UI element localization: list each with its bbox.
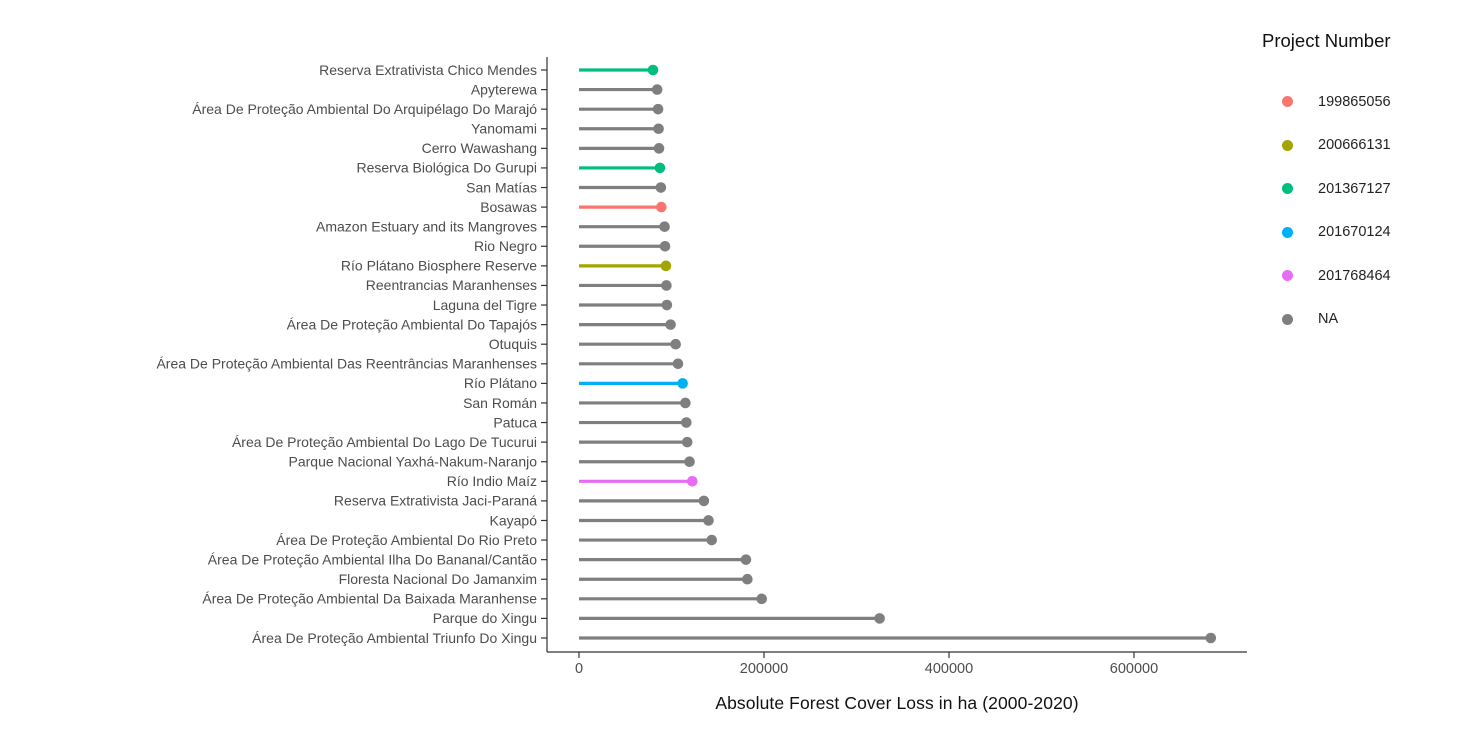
category-label: Área De Proteção Ambiental Do Arquipélago Do Marajó (192, 100, 537, 117)
lollipop-dot (673, 358, 684, 369)
legend-swatch-icon (1282, 183, 1293, 194)
lollipop-dot (874, 613, 885, 624)
lollipop-dot (655, 163, 666, 174)
legend-swatch-icon (1282, 270, 1293, 281)
legend-item (1282, 298, 1391, 342)
lollipop-dot (656, 182, 667, 193)
category-label: Área De Proteção Ambiental Triunfo Do Xingu (252, 629, 537, 646)
category-label: Área De Proteção Ambiental Do Rio Preto (276, 531, 537, 548)
lollipop-dot (656, 202, 667, 213)
legend-item (1282, 124, 1391, 168)
lollipop-dot (660, 241, 671, 252)
category-label: Reserva Extrativista Jaci-Paraná (333, 492, 537, 509)
legend-item (1282, 167, 1391, 211)
lollipop-dot (648, 65, 659, 76)
lollipop-dot (652, 84, 663, 95)
category-label: Floresta Nacional Do Jamanxim (338, 571, 537, 588)
lollipop-dot (703, 515, 714, 526)
lollipop-dot (661, 280, 672, 291)
legend-label: 201367127 (1318, 180, 1391, 197)
lollipop-dot (687, 476, 698, 487)
lollipop-dot (677, 378, 688, 389)
category-label: Área De Proteção Ambiental Ilha Do Bananal/Cantão (207, 551, 537, 568)
x-tick-label: 200000 (739, 661, 789, 677)
legend-item (1282, 254, 1391, 298)
lollipop-dot (653, 104, 664, 115)
category-label: Río Plátano (463, 375, 537, 392)
lollipop-dot (756, 594, 767, 605)
legend-item (1282, 80, 1391, 124)
category-label: Kayapó (489, 512, 537, 529)
legend-label: 201768464 (1318, 267, 1391, 284)
category-label: Río Plátano Biosphere Reserve (340, 257, 537, 274)
x-tick-label: 600000 (1109, 661, 1159, 677)
category-label: Cerro Wawashang (421, 140, 537, 157)
legend-swatch-icon (1282, 140, 1293, 151)
category-label: Área De Proteção Ambiental Das Reentrâncias Maranhenses (156, 355, 537, 372)
category-label: Área De Proteção Ambiental Do Lago De Tucurui (231, 433, 537, 450)
category-label: Bosawas (480, 198, 537, 215)
legend-swatch-icon (1282, 227, 1293, 238)
lollipop-dot (1205, 633, 1216, 644)
category-label: Reserva Extrativista Chico Mendes (319, 61, 537, 78)
category-label: Patuca (493, 414, 537, 431)
legend-swatch-icon (1282, 96, 1293, 107)
legend-label: 199865056 (1318, 93, 1391, 110)
lollipop-dot (670, 339, 681, 350)
category-label: San Román (463, 394, 537, 411)
lollipop-dot (659, 221, 670, 232)
x-axis-title: Absolute Forest Cover Loss in ha (2000-2020) (715, 693, 1079, 713)
lollipop-dot (653, 123, 664, 134)
lollipop-dot (684, 456, 695, 467)
legend-title: Project Number (1262, 30, 1391, 51)
category-label: Área De Proteção Ambiental Do Tapajós (286, 316, 537, 333)
legend-label: 201670124 (1318, 224, 1391, 241)
category-label: Yanomami (471, 120, 537, 137)
lollipop-dot (741, 554, 752, 565)
legend-label: NA (1318, 311, 1339, 328)
category-label: Laguna del Tigre (432, 296, 537, 313)
lollipop-dot (680, 398, 691, 409)
x-tick-label: 400000 (924, 661, 974, 677)
lollipop-dot (665, 319, 676, 330)
lollipop-dot (681, 417, 692, 428)
lollipop-dot (706, 535, 717, 546)
category-label: Reentrancias Maranhenses (365, 277, 537, 294)
category-label: Parque Nacional Yaxhá-Nakum-Naranjo (288, 453, 537, 470)
category-label: Reserva Biológica Do Gurupi (356, 159, 537, 176)
lollipop-dot (699, 496, 710, 507)
lollipop-dot (661, 261, 672, 272)
legend-item (1282, 211, 1391, 255)
lollipop-dot (662, 300, 673, 311)
x-tick-label: 0 (574, 661, 584, 677)
category-label: Rio Negro (473, 238, 537, 255)
legend-swatch-icon (1282, 314, 1293, 325)
lollipop-dot (654, 143, 665, 154)
legend-label: 200666131 (1318, 137, 1391, 154)
category-label: Apyterewa (470, 81, 537, 98)
lollipop-dot (682, 437, 693, 448)
category-label: San Matías (466, 179, 537, 196)
category-label: Otuquis (488, 336, 537, 353)
category-label: Área De Proteção Ambiental Da Baixada Maranhense (202, 590, 537, 607)
category-label: Río Indio Maíz (446, 473, 537, 490)
category-label: Parque do Xingu (432, 610, 537, 627)
lollipop-dot (742, 574, 753, 585)
legend (1282, 80, 1391, 341)
category-label: Amazon Estuary and its Mangroves (316, 218, 537, 235)
